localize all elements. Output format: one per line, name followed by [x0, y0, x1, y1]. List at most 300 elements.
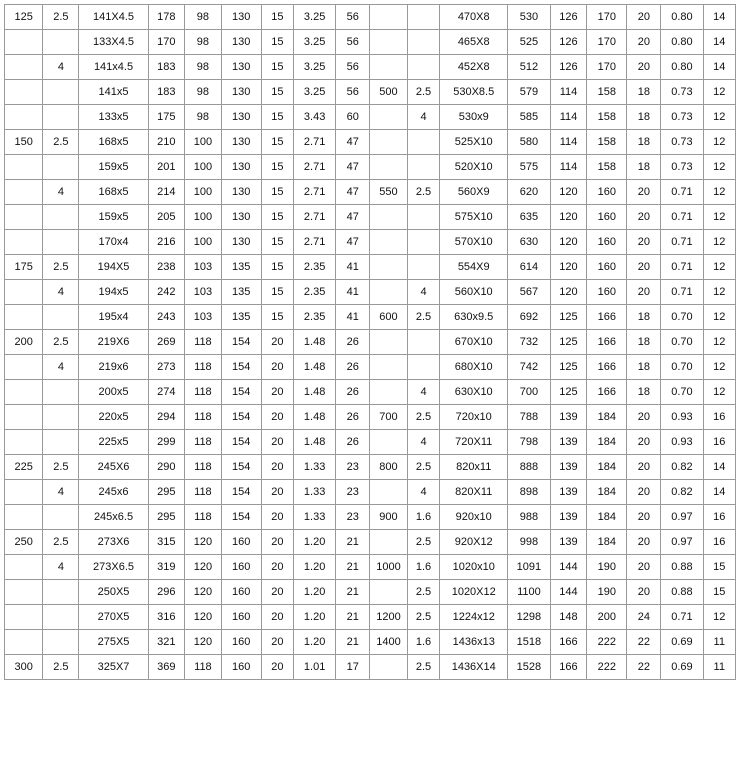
table-cell: 570X10 — [440, 230, 508, 255]
table-cell: 21 — [336, 605, 370, 630]
table-cell: 2.71 — [294, 130, 336, 155]
table-cell: 26 — [336, 405, 370, 430]
table-cell: 2.5 — [43, 530, 79, 555]
table-cell: 1.48 — [294, 380, 336, 405]
table-cell: 200 — [587, 605, 627, 630]
table-cell: 170 — [587, 30, 627, 55]
table-cell: 118 — [185, 405, 222, 430]
table-cell: 20 — [261, 655, 293, 680]
table-cell — [370, 530, 407, 555]
table-cell: 178 — [148, 5, 185, 30]
table-cell: 15 — [261, 280, 293, 305]
table-cell: 14 — [703, 480, 735, 505]
table-cell: 126 — [550, 30, 587, 55]
table-cell: 21 — [336, 530, 370, 555]
table-cell — [43, 30, 79, 55]
table-cell: 0.82 — [661, 480, 703, 505]
table-cell: 12 — [703, 380, 735, 405]
table-cell — [370, 655, 407, 680]
table-cell — [407, 30, 440, 55]
table-cell: 139 — [550, 455, 587, 480]
table-cell: 530x9 — [440, 105, 508, 130]
table-cell: 125 — [550, 355, 587, 380]
table-row — [5, 355, 736, 380]
table-cell: 1.48 — [294, 430, 336, 455]
table-cell: 3.25 — [294, 55, 336, 80]
table-cell: 575X10 — [440, 205, 508, 230]
table-cell: 26 — [336, 380, 370, 405]
table-cell: 17 — [336, 655, 370, 680]
table-cell: 900 — [370, 505, 407, 530]
table-cell: 238 — [148, 255, 185, 280]
table-cell: 114 — [550, 155, 587, 180]
table-cell: 550 — [370, 180, 407, 205]
table-cell: 14 — [703, 30, 735, 55]
table-cell: 12 — [703, 130, 735, 155]
table-cell: 158 — [587, 155, 627, 180]
table-cell: 220x5 — [79, 405, 148, 430]
table-cell: 20 — [261, 355, 293, 380]
table-cell: 0.70 — [661, 380, 703, 405]
table-row — [5, 505, 736, 530]
table-cell: 170 — [587, 55, 627, 80]
table-cell: 200x5 — [79, 380, 148, 405]
table-cell: 2.5 — [407, 80, 440, 105]
table-cell: 470X8 — [440, 5, 508, 30]
table-cell: 166 — [587, 305, 627, 330]
table-cell: 4 — [407, 105, 440, 130]
table-cell: 0.69 — [661, 655, 703, 680]
table-cell: 325X7 — [79, 655, 148, 680]
table-cell: 0.97 — [661, 505, 703, 530]
table-cell: 20 — [261, 530, 293, 555]
table-cell: 2.5 — [43, 130, 79, 155]
table-cell — [43, 80, 79, 105]
table-cell: 20 — [261, 330, 293, 355]
table-cell: 120 — [185, 630, 222, 655]
table-cell: 26 — [336, 430, 370, 455]
table-cell: 130 — [221, 230, 261, 255]
table-cell: 2.5 — [407, 305, 440, 330]
table-cell: 170x4 — [79, 230, 148, 255]
table-cell: 273X6 — [79, 530, 148, 555]
table-cell: 720x10 — [440, 405, 508, 430]
table-cell: 159x5 — [79, 205, 148, 230]
table-cell: 130 — [221, 5, 261, 30]
table-cell: 2.71 — [294, 230, 336, 255]
table-cell: 635 — [508, 205, 551, 230]
table-cell: 20 — [261, 630, 293, 655]
table-cell: 20 — [261, 505, 293, 530]
table-cell: 0.70 — [661, 355, 703, 380]
table-cell: 130 — [221, 105, 261, 130]
table-cell: 274 — [148, 380, 185, 405]
table-cell: 20 — [261, 455, 293, 480]
table-cell: 56 — [336, 80, 370, 105]
table-cell: 1.20 — [294, 605, 336, 630]
table-cell: 530X8.5 — [440, 80, 508, 105]
table-cell: 12 — [703, 305, 735, 330]
table-cell: 4 — [407, 430, 440, 455]
table-cell: 1436X14 — [440, 655, 508, 680]
table-cell: 2.5 — [407, 455, 440, 480]
table-cell: 2.71 — [294, 205, 336, 230]
table-cell: 100 — [185, 205, 222, 230]
table-cell: 118 — [185, 505, 222, 530]
table-cell — [5, 405, 43, 430]
table-cell: 103 — [185, 255, 222, 280]
table-cell: 630x9.5 — [440, 305, 508, 330]
table-cell: 512 — [508, 55, 551, 80]
table-cell: 12 — [703, 255, 735, 280]
table-cell — [5, 280, 43, 305]
table-body — [5, 5, 736, 680]
table-cell: 15 — [261, 130, 293, 155]
table-cell: 0.71 — [661, 280, 703, 305]
table-cell: 166 — [587, 380, 627, 405]
table-cell: 141X4.5 — [79, 5, 148, 30]
table-cell: 14 — [703, 55, 735, 80]
table-cell — [43, 630, 79, 655]
table-cell: 2.5 — [407, 405, 440, 430]
table-cell: 369 — [148, 655, 185, 680]
table-cell: 2.71 — [294, 180, 336, 205]
table-cell: 1298 — [508, 605, 551, 630]
table-cell: 1020X12 — [440, 580, 508, 605]
table-cell: 20 — [627, 180, 661, 205]
table-cell: 47 — [336, 230, 370, 255]
table-cell — [5, 205, 43, 230]
table-cell: 1.20 — [294, 555, 336, 580]
table-row — [5, 205, 736, 230]
table-cell: 3.25 — [294, 5, 336, 30]
table-cell — [370, 580, 407, 605]
table-row — [5, 380, 736, 405]
table-cell: 20 — [261, 430, 293, 455]
table-cell: 12 — [703, 230, 735, 255]
table-row — [5, 580, 736, 605]
table-cell: 295 — [148, 480, 185, 505]
table-cell: 103 — [185, 280, 222, 305]
table-cell: 920X12 — [440, 530, 508, 555]
table-cell: 16 — [703, 505, 735, 530]
table-cell: 20 — [627, 555, 661, 580]
table-cell — [370, 280, 407, 305]
table-cell: 135 — [221, 280, 261, 305]
table-cell: 2.5 — [43, 455, 79, 480]
table-cell: 225 — [5, 455, 43, 480]
table-cell: 23 — [336, 505, 370, 530]
table-cell: 183 — [148, 80, 185, 105]
table-cell — [5, 605, 43, 630]
table-cell: 1.33 — [294, 480, 336, 505]
table-cell: 20 — [261, 480, 293, 505]
table-cell: 245X6 — [79, 455, 148, 480]
table-row — [5, 155, 736, 180]
table-cell: 245x6 — [79, 480, 148, 505]
table-cell: 245x6.5 — [79, 505, 148, 530]
table-cell: 4 — [43, 480, 79, 505]
table-cell: 139 — [550, 405, 587, 430]
table-cell: 160 — [221, 655, 261, 680]
table-cell: 600 — [370, 305, 407, 330]
table-cell: 26 — [336, 355, 370, 380]
table-cell: 18 — [627, 155, 661, 180]
table-cell: 184 — [587, 455, 627, 480]
table-cell — [43, 605, 79, 630]
table-cell: 120 — [550, 280, 587, 305]
table-row — [5, 55, 736, 80]
table-cell: 184 — [587, 405, 627, 430]
table-cell: 1.6 — [407, 505, 440, 530]
table-cell: 100 — [185, 180, 222, 205]
table-cell: 1020x10 — [440, 555, 508, 580]
table-cell: 1.33 — [294, 455, 336, 480]
table-cell: 222 — [587, 655, 627, 680]
table-cell — [407, 155, 440, 180]
table-cell: 12 — [703, 355, 735, 380]
table-cell: 56 — [336, 55, 370, 80]
table-cell: 614 — [508, 255, 551, 280]
table-cell: 15 — [261, 305, 293, 330]
table-cell: 888 — [508, 455, 551, 480]
table-cell: 0.71 — [661, 255, 703, 280]
table-row — [5, 255, 736, 280]
table-cell: 670X10 — [440, 330, 508, 355]
table-cell — [407, 330, 440, 355]
table-cell: 788 — [508, 405, 551, 430]
table-cell: 0.71 — [661, 605, 703, 630]
table-cell: 0.80 — [661, 5, 703, 30]
table-cell: 898 — [508, 480, 551, 505]
table-cell: 2.35 — [294, 305, 336, 330]
table-cell: 1.20 — [294, 630, 336, 655]
table-cell: 125 — [550, 305, 587, 330]
table-cell: 273X6.5 — [79, 555, 148, 580]
table-cell: 315 — [148, 530, 185, 555]
table-cell: 0.73 — [661, 80, 703, 105]
table-cell: 18 — [627, 105, 661, 130]
table-cell — [5, 30, 43, 55]
table-cell: 12 — [703, 155, 735, 180]
table-cell: 15 — [261, 55, 293, 80]
table-cell: 0.93 — [661, 430, 703, 455]
table-cell: 580 — [508, 130, 551, 155]
table-cell: 2.5 — [407, 605, 440, 630]
table-cell: 15 — [261, 230, 293, 255]
table-cell: 2.5 — [407, 580, 440, 605]
table-cell: 23 — [336, 455, 370, 480]
table-row — [5, 130, 736, 155]
table-cell: 184 — [587, 480, 627, 505]
table-cell: 742 — [508, 355, 551, 380]
table-cell — [5, 355, 43, 380]
table-cell: 135 — [221, 305, 261, 330]
table-cell: 4 — [43, 280, 79, 305]
table-cell: 125 — [5, 5, 43, 30]
table-cell: 118 — [185, 480, 222, 505]
table-cell: 114 — [550, 105, 587, 130]
table-cell: 525X10 — [440, 130, 508, 155]
table-cell: 4 — [407, 380, 440, 405]
table-cell — [5, 380, 43, 405]
table-cell: 16 — [703, 430, 735, 455]
table-cell: 4 — [407, 480, 440, 505]
table-cell: 120 — [185, 580, 222, 605]
table-cell: 168x5 — [79, 130, 148, 155]
table-cell: 120 — [550, 205, 587, 230]
table-cell: 1.48 — [294, 405, 336, 430]
table-cell: 14 — [703, 5, 735, 30]
table-cell: 219x6 — [79, 355, 148, 380]
table-cell: 216 — [148, 230, 185, 255]
table-cell: 321 — [148, 630, 185, 655]
table-cell: 820X11 — [440, 480, 508, 505]
table-cell: 988 — [508, 505, 551, 530]
table-cell: 194X5 — [79, 255, 148, 280]
table-cell: 47 — [336, 205, 370, 230]
table-cell — [43, 380, 79, 405]
table-cell: 141x5 — [79, 80, 148, 105]
table-cell: 160 — [587, 280, 627, 305]
table-cell: 154 — [221, 430, 261, 455]
table-cell — [5, 230, 43, 255]
table-cell: 158 — [587, 130, 627, 155]
table-cell: 798 — [508, 430, 551, 455]
table-cell — [370, 480, 407, 505]
table-cell: 120 — [550, 180, 587, 205]
table-cell: 452X8 — [440, 55, 508, 80]
table-cell: 98 — [185, 30, 222, 55]
table-cell: 21 — [336, 580, 370, 605]
table-cell — [407, 230, 440, 255]
table-cell: 319 — [148, 555, 185, 580]
table-cell: 1.20 — [294, 530, 336, 555]
table-cell: 98 — [185, 5, 222, 30]
table-cell: 273 — [148, 355, 185, 380]
table-cell: 275X5 — [79, 630, 148, 655]
table-cell: 4 — [43, 180, 79, 205]
table-cell — [370, 255, 407, 280]
table-cell: 11 — [703, 630, 735, 655]
table-cell: 692 — [508, 305, 551, 330]
table-cell: 159x5 — [79, 155, 148, 180]
table-cell: 126 — [550, 55, 587, 80]
table-cell: 118 — [185, 655, 222, 680]
table-cell — [370, 430, 407, 455]
table-cell: 12 — [703, 180, 735, 205]
table-cell: 56 — [336, 30, 370, 55]
table-cell: 18 — [627, 305, 661, 330]
table-row — [5, 605, 736, 630]
table-cell: 2.5 — [407, 180, 440, 205]
table-cell: 23 — [336, 480, 370, 505]
table-cell: 160 — [587, 255, 627, 280]
table-cell: 133X4.5 — [79, 30, 148, 55]
table-cell: 998 — [508, 530, 551, 555]
table-cell: 585 — [508, 105, 551, 130]
table-cell: 183 — [148, 55, 185, 80]
table-cell: 120 — [185, 605, 222, 630]
table-cell: 296 — [148, 580, 185, 605]
table-cell: 1528 — [508, 655, 551, 680]
table-cell: 190 — [587, 580, 627, 605]
table-cell: 530 — [508, 5, 551, 30]
table-cell: 920x10 — [440, 505, 508, 530]
table-cell: 18 — [627, 130, 661, 155]
table-cell: 3.25 — [294, 30, 336, 55]
table-cell — [370, 30, 407, 55]
table-cell: 520X10 — [440, 155, 508, 180]
table-cell: 41 — [336, 255, 370, 280]
table-cell — [5, 630, 43, 655]
table-cell: 225x5 — [79, 430, 148, 455]
table-cell: 47 — [336, 155, 370, 180]
table-row — [5, 80, 736, 105]
table-cell: 20 — [627, 5, 661, 30]
table-cell: 135 — [221, 255, 261, 280]
table-cell: 15 — [261, 255, 293, 280]
table-cell: 525 — [508, 30, 551, 55]
table-row — [5, 105, 736, 130]
table-cell: 154 — [221, 455, 261, 480]
table-cell: 16 — [703, 530, 735, 555]
table-cell: 154 — [221, 330, 261, 355]
table-cell — [43, 205, 79, 230]
table-cell: 3.25 — [294, 80, 336, 105]
table-cell: 168x5 — [79, 180, 148, 205]
table-cell: 2.71 — [294, 155, 336, 180]
table-cell: 12 — [703, 280, 735, 305]
table-cell: 0.70 — [661, 305, 703, 330]
table-cell: 12 — [703, 330, 735, 355]
table-cell: 0.73 — [661, 155, 703, 180]
table-cell: 0.88 — [661, 555, 703, 580]
table-cell: 14 — [703, 455, 735, 480]
table-cell: 20 — [627, 205, 661, 230]
table-cell: 270X5 — [79, 605, 148, 630]
table-cell: 20 — [627, 580, 661, 605]
table-cell: 194x5 — [79, 280, 148, 305]
table-cell — [370, 55, 407, 80]
table-row — [5, 405, 736, 430]
table-cell: 1.48 — [294, 330, 336, 355]
table-cell: 16 — [703, 405, 735, 430]
table-cell — [5, 80, 43, 105]
table-cell — [5, 105, 43, 130]
table-cell: 1.6 — [407, 555, 440, 580]
table-cell: 166 — [587, 355, 627, 380]
table-cell: 800 — [370, 455, 407, 480]
table-cell: 820x11 — [440, 455, 508, 480]
table-cell: 630X10 — [440, 380, 508, 405]
table-cell: 98 — [185, 55, 222, 80]
table-cell: 1518 — [508, 630, 551, 655]
table-cell — [5, 505, 43, 530]
table-cell: 103 — [185, 305, 222, 330]
table-cell: 1436x13 — [440, 630, 508, 655]
table-cell: 12 — [703, 105, 735, 130]
table-cell: 630 — [508, 230, 551, 255]
table-cell: 154 — [221, 480, 261, 505]
table-cell: 0.97 — [661, 530, 703, 555]
table-cell: 22 — [627, 655, 661, 680]
table-cell: 130 — [221, 180, 261, 205]
table-cell — [5, 180, 43, 205]
table-cell — [370, 355, 407, 380]
table-cell: 200 — [5, 330, 43, 355]
table-cell: 0.73 — [661, 130, 703, 155]
